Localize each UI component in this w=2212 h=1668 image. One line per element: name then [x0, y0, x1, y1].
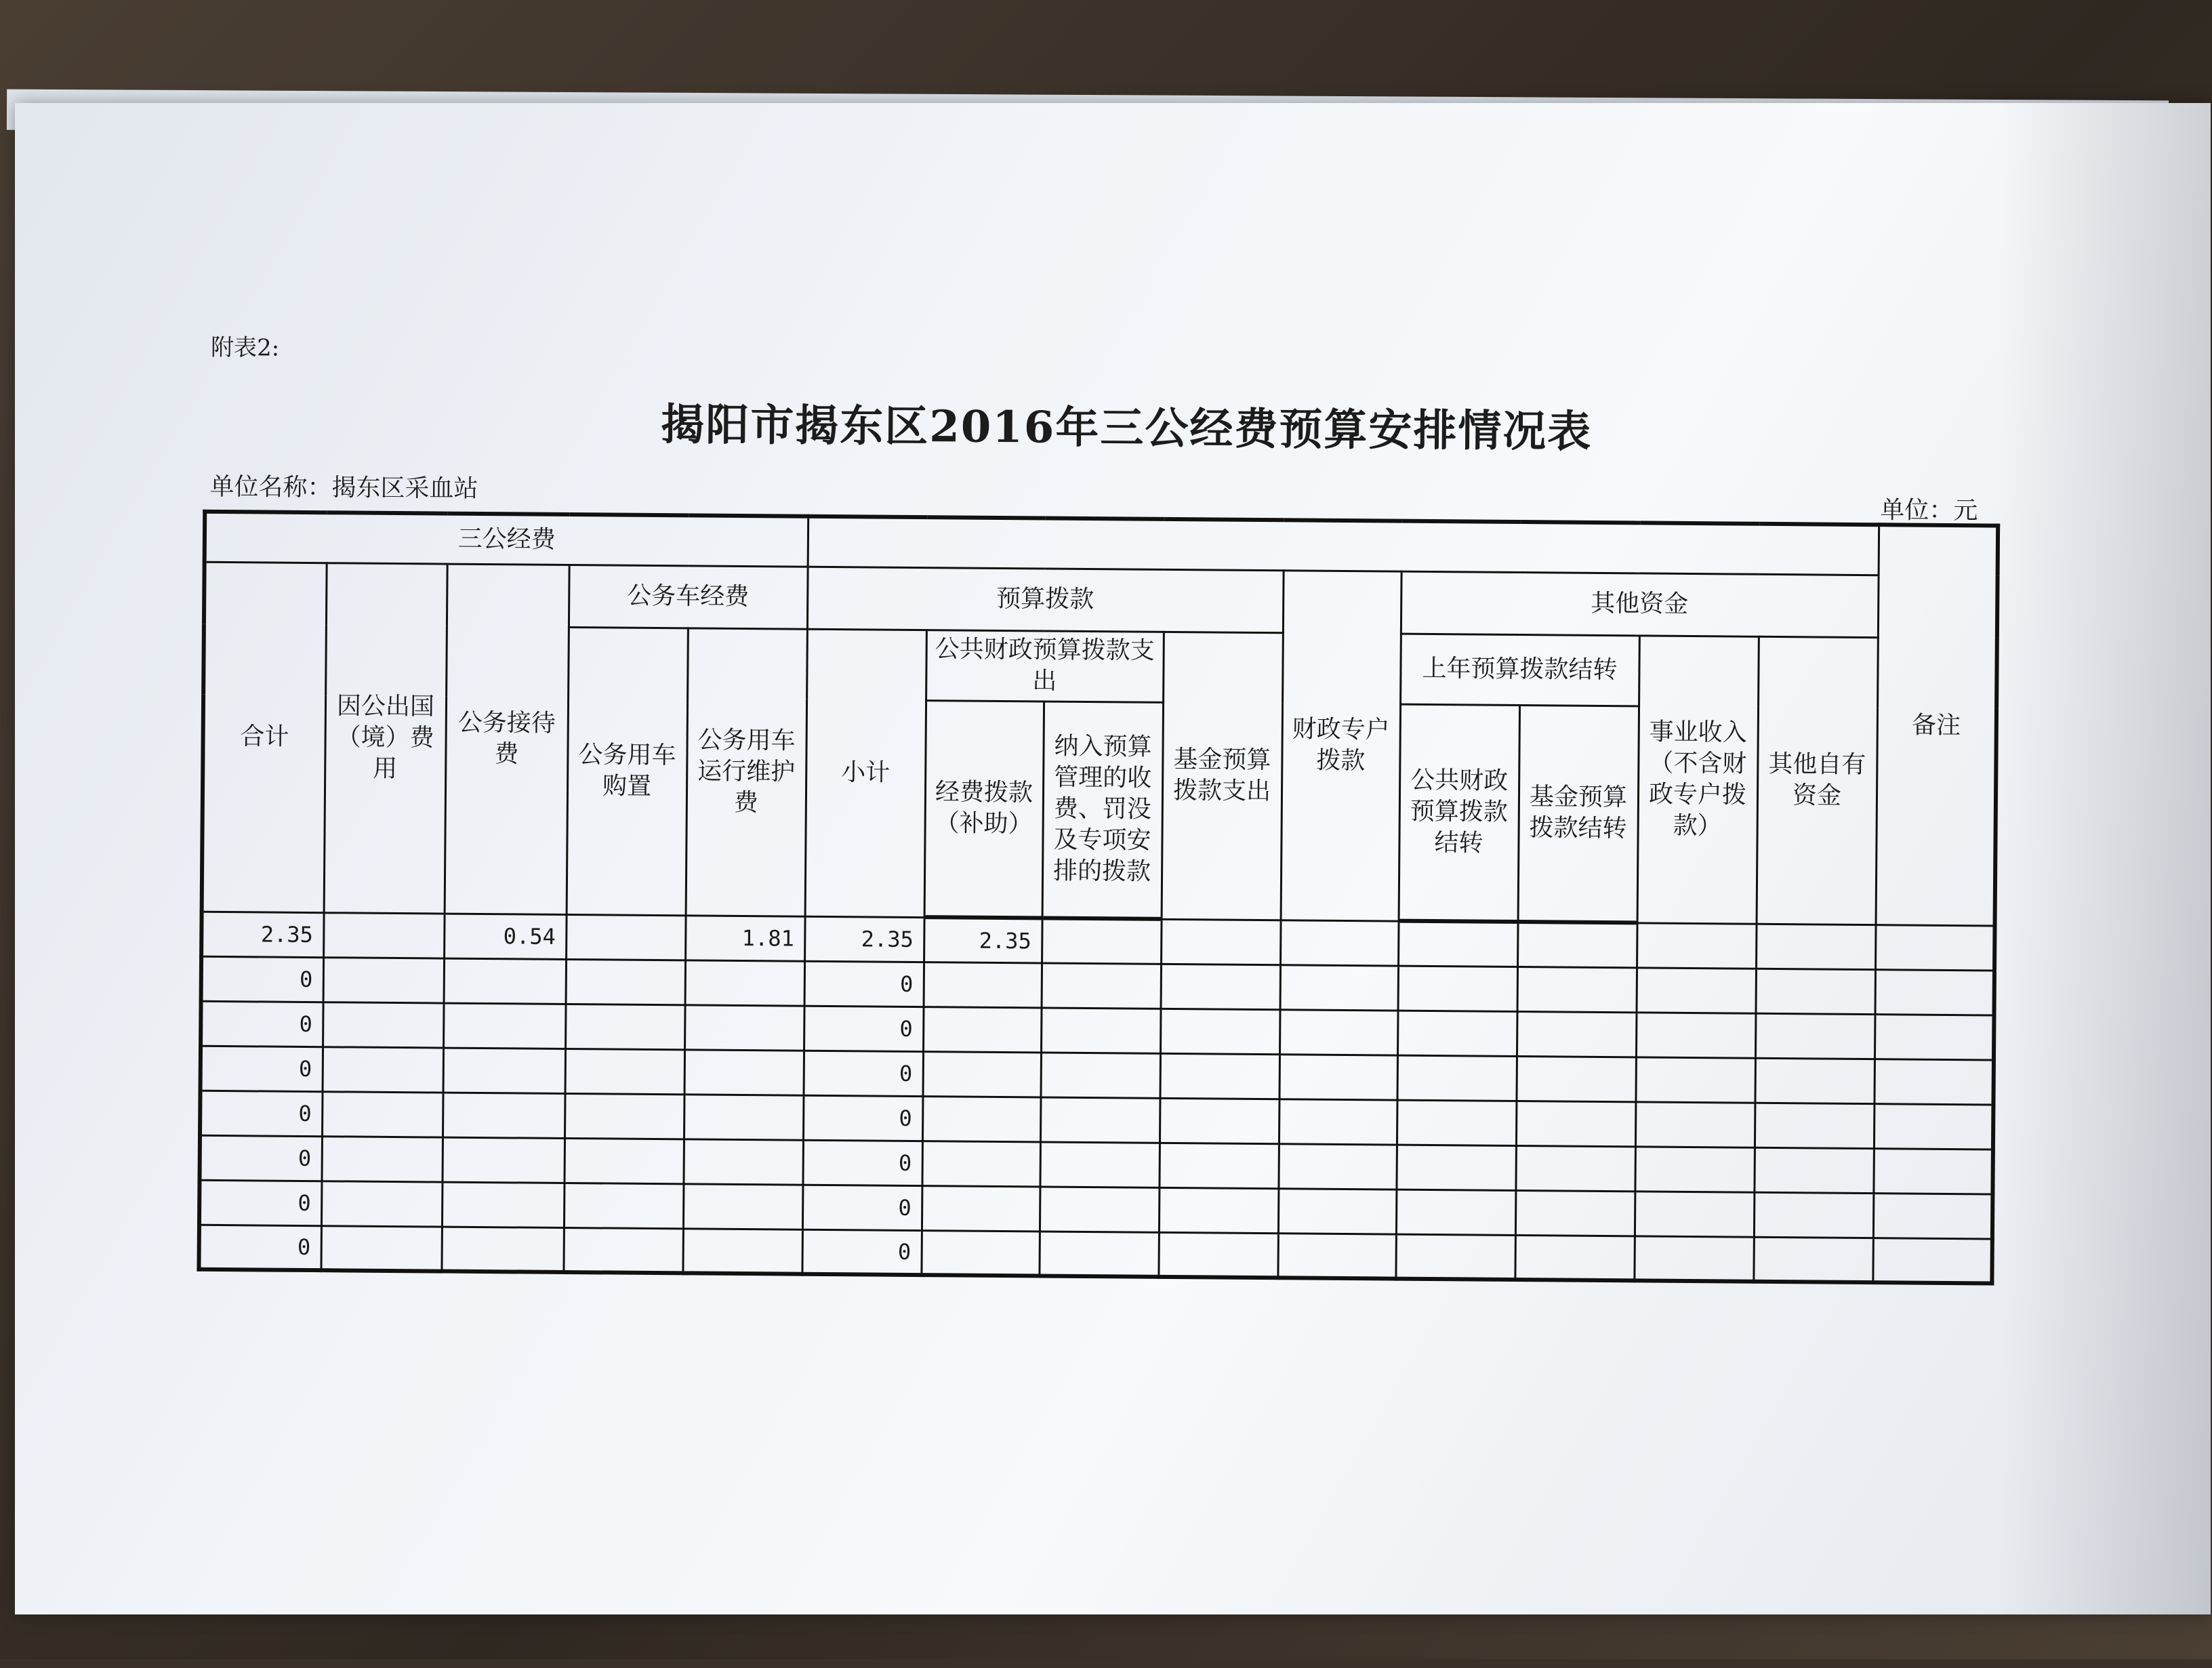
table-cell — [1397, 1100, 1517, 1145]
table-cell — [441, 1227, 564, 1272]
table-cell: 0 — [804, 1051, 924, 1096]
header-heji: 合计 — [202, 562, 327, 912]
header-shangnian: 上年预算拨款结转 — [1400, 634, 1639, 706]
table-cell: 0 — [802, 1185, 922, 1230]
table-cell — [564, 1183, 684, 1228]
table-cell — [1634, 1236, 1754, 1281]
header-row-2 — [204, 562, 1998, 638]
table-cell — [321, 1225, 442, 1271]
table-cell — [565, 1004, 685, 1049]
table-cell — [321, 1181, 443, 1226]
table-cell — [565, 1093, 684, 1139]
table-cell — [1397, 1055, 1517, 1101]
table-cell — [1279, 1009, 1398, 1055]
table-cell: 0 — [199, 1135, 322, 1181]
table-cell — [1635, 1146, 1755, 1192]
table-cell — [683, 1139, 803, 1184]
table-cell — [1398, 966, 1518, 1011]
table-cell — [1517, 967, 1637, 1012]
table-cell — [1160, 1053, 1279, 1099]
table-cell: 0 — [199, 1225, 321, 1270]
table-cell — [1756, 969, 1876, 1014]
table-cell: 0 — [200, 1091, 323, 1136]
table-cell — [1040, 1097, 1160, 1143]
table-cell — [1635, 1057, 1755, 1102]
table-cell — [442, 1137, 565, 1183]
table-cell — [1874, 1059, 1994, 1104]
table-cell — [323, 1002, 444, 1047]
table-cell: 0 — [804, 1006, 924, 1051]
table-cell — [682, 1228, 802, 1274]
header-qita-ziyou: 其他自有资金 — [1757, 636, 1878, 924]
table-cell — [1395, 1234, 1515, 1280]
table-cell — [1755, 1058, 1875, 1103]
table-cell — [923, 1006, 1042, 1052]
table-cell — [1041, 1008, 1161, 1053]
document-title: 揭阳市揭东区2016年三公经费预算安排情况表 — [660, 399, 1593, 457]
table-cell — [1873, 1148, 1993, 1194]
table-cell — [1874, 1103, 1994, 1149]
table-cell: 0 — [201, 956, 324, 1002]
table-cell — [565, 1049, 685, 1094]
table-cell: 0.54 — [444, 914, 567, 959]
table-cell — [923, 1051, 1042, 1097]
table-cell — [323, 957, 445, 1002]
header-jijin-jiezhuan: 基金预算拨款结转 — [1518, 705, 1639, 922]
header-xiaoji: 小计 — [805, 629, 926, 917]
table-cell — [1158, 1232, 1278, 1278]
table-cell: 0 — [199, 1180, 322, 1225]
table-cell — [1161, 964, 1281, 1009]
table-cell — [1042, 963, 1162, 1009]
table-cell: 0 — [201, 1001, 323, 1046]
table-cell — [566, 959, 686, 1004]
table-cell — [924, 962, 1042, 1007]
header-blank-top — [808, 516, 1879, 575]
table-cell — [1397, 1011, 1517, 1056]
table-cell — [323, 1046, 444, 1092]
table-cell — [564, 1138, 684, 1183]
header-yusuan-bokuan: 预算拨款 — [807, 567, 1284, 633]
table-cell — [1042, 918, 1162, 964]
header-gouzhi: 公务用车购置 — [567, 627, 688, 915]
table-cell — [1160, 1009, 1280, 1054]
table-cell — [1277, 1233, 1396, 1278]
table-cell: 0 — [201, 1046, 323, 1091]
table-cell — [922, 1185, 1040, 1231]
table-cell: 0 — [802, 1229, 922, 1275]
table-cell — [1396, 1145, 1516, 1190]
table-cell — [1039, 1231, 1159, 1276]
table-cell — [1873, 1193, 1993, 1238]
table-cell — [684, 1049, 804, 1095]
table-cell — [1515, 1190, 1635, 1236]
table-cell — [1396, 1189, 1516, 1235]
header-jingfei: 经费拨款（补助） — [924, 700, 1044, 918]
table-cell — [1754, 1192, 1874, 1238]
header-beizhu: 备注 — [1876, 525, 1999, 925]
table-cell — [1755, 1103, 1875, 1148]
table-cell — [921, 1230, 1040, 1276]
table-cell — [1160, 1098, 1279, 1143]
table-cell — [1637, 967, 1757, 1013]
table-cell — [323, 912, 445, 958]
table-cell — [1040, 1142, 1160, 1187]
table-cell — [922, 1096, 1041, 1141]
table-cell — [1280, 920, 1399, 965]
header-jijin-zhichu: 基金预算拨款支出 — [1162, 632, 1283, 920]
table-cell — [685, 960, 805, 1005]
table-cell — [1515, 1235, 1635, 1280]
header-qita-zijin: 其他资金 — [1401, 571, 1879, 638]
table-cell — [683, 1183, 803, 1229]
header-gongwuche: 公务车经费 — [569, 565, 808, 629]
header-naru: 纳入预算管理的收费、罚没及专项安排的拨款 — [1042, 701, 1164, 919]
table-cell — [1875, 1014, 1994, 1059]
table-cell — [563, 1227, 683, 1273]
table-cell — [1040, 1053, 1160, 1098]
table-cell — [1517, 1011, 1637, 1057]
table-cell: 2.35 — [924, 917, 1042, 962]
table-cell — [922, 1141, 1040, 1186]
table-cell — [1516, 1056, 1636, 1101]
table-cell — [1635, 1101, 1755, 1147]
unit-name: 单位名称：揭东区采血站 — [209, 472, 478, 503]
table-cell — [1278, 1188, 1397, 1234]
header-gonggong-jiezhuan: 公共财政预算拨款结转 — [1399, 704, 1520, 922]
table-cell — [322, 1091, 443, 1137]
currency-unit: 单位：元 — [1880, 496, 1978, 525]
table-cell: 2.35 — [804, 916, 924, 962]
table-cell — [1755, 1013, 1875, 1059]
table-cell — [443, 1003, 566, 1049]
table-cell — [443, 1093, 565, 1138]
header-jiedai: 公务接待费 — [445, 564, 569, 914]
table-cell — [1040, 1186, 1160, 1232]
table-cell — [443, 1048, 566, 1093]
table-body — [199, 912, 1994, 1284]
table-cell — [1279, 1099, 1397, 1144]
table-cell — [444, 958, 567, 1004]
table-cell — [1635, 1191, 1755, 1236]
table-cell: 2.35 — [201, 912, 324, 957]
table-cell — [321, 1136, 443, 1181]
header-caizheng-zhuanhu: 财政专户拨款 — [1281, 570, 1401, 920]
header-gonggong-zhichu: 公共财政预算拨款支出 — [926, 630, 1164, 702]
table-cell: 0 — [803, 1095, 923, 1141]
header-shiye: 事业收入（不含财政专户拨款） — [1637, 635, 1759, 923]
table-cell — [1756, 924, 1876, 969]
table-cell — [684, 1094, 804, 1139]
table-cell — [1753, 1237, 1873, 1282]
table-cell — [1279, 1054, 1397, 1099]
table-cell — [1517, 922, 1637, 967]
table-cell: 1.81 — [685, 915, 805, 960]
budget-table-wrapper — [197, 510, 2000, 1286]
table-cell — [1875, 969, 1994, 1015]
table-cell — [1875, 924, 1995, 970]
table-cell: 0 — [804, 961, 924, 1006]
table-cell — [1515, 1145, 1635, 1191]
header-yunxing: 公务用车运行维护费 — [686, 628, 807, 916]
table-cell — [566, 914, 686, 960]
table-cell — [1516, 1101, 1636, 1146]
table-cell — [1159, 1143, 1279, 1188]
table-cell — [1637, 922, 1757, 968]
budget-table — [197, 510, 2000, 1286]
table-cell: 0 — [802, 1140, 922, 1185]
table-cell — [684, 1004, 804, 1050]
table-cell — [1161, 919, 1281, 964]
table-cell — [1636, 1012, 1756, 1057]
appendix-label: 附表2: — [210, 333, 280, 362]
table-cell — [1754, 1147, 1874, 1193]
table-cell — [1872, 1238, 1992, 1283]
table-cell — [1280, 964, 1399, 1010]
table-cell — [1278, 1143, 1397, 1189]
table-cell — [1159, 1187, 1279, 1233]
header-yingong: 因公出国（境）费用 — [324, 563, 447, 913]
table-cell — [1398, 921, 1518, 967]
table-cell — [442, 1182, 565, 1227]
header-sangong: 三公经费 — [205, 512, 808, 567]
